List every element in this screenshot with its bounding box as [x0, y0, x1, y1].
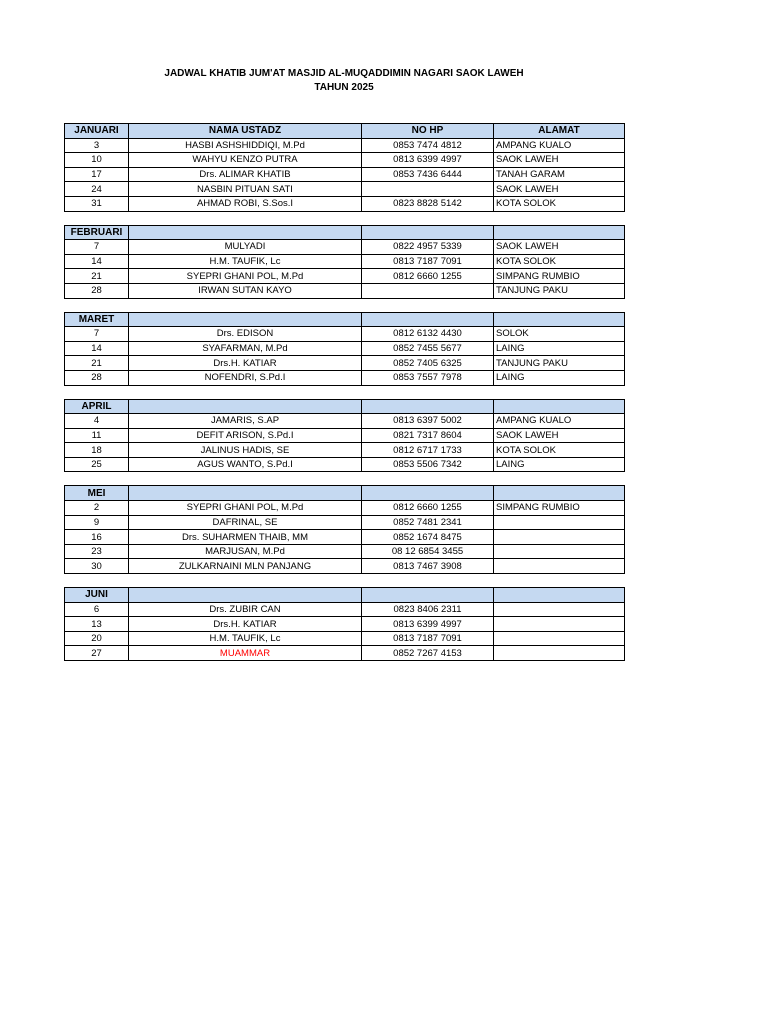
address-cell: KOTA SOLOK	[494, 196, 625, 211]
ustadz-name-cell: MUAMMAR	[129, 646, 362, 661]
date-cell: 6	[65, 602, 129, 617]
phone-cell: 0853 5506 7342	[362, 457, 494, 472]
date-cell: 7	[65, 240, 129, 255]
phone-cell: 0852 7405 6325	[362, 356, 494, 371]
ustadz-name-cell: SYAFARMAN, M.Pd	[129, 341, 362, 356]
ustadz-name-cell: HASBI ASHSHIDDIQI, M.Pd	[129, 138, 362, 153]
column-header-address	[494, 312, 625, 327]
date-cell: 25	[65, 457, 129, 472]
column-header-phone	[362, 399, 494, 414]
table-row	[65, 530, 625, 545]
address-cell: SOLOK	[494, 327, 625, 342]
block-spacer	[64, 386, 624, 399]
table-row	[65, 254, 625, 269]
address-cell: KOTA SOLOK	[494, 254, 625, 269]
table-row	[65, 138, 625, 153]
date-cell: 27	[65, 646, 129, 661]
date-cell: 28	[65, 283, 129, 298]
date-cell: 11	[65, 428, 129, 443]
month-block-juni	[64, 587, 625, 661]
phone-cell: 0852 7455 5677	[362, 341, 494, 356]
table-row	[65, 414, 625, 429]
month-label: FEBRUARI	[65, 225, 129, 240]
ustadz-name-cell: AGUS WANTO, S.Pd.I	[129, 457, 362, 472]
ustadz-name-cell: JALINUS HADIS, SE	[129, 443, 362, 458]
column-header-phone	[362, 486, 494, 501]
column-header-address	[494, 588, 625, 603]
column-header-name	[129, 312, 362, 327]
ustadz-name-cell: NOFENDRI, S.Pd.I	[129, 370, 362, 385]
phone-cell	[362, 182, 494, 197]
phone-cell: 0812 6717 1733	[362, 443, 494, 458]
date-cell: 2	[65, 501, 129, 516]
block-spacer	[64, 212, 624, 225]
column-header-name	[129, 486, 362, 501]
table-row	[65, 182, 625, 197]
date-cell: 21	[65, 356, 129, 371]
table-row	[65, 631, 625, 646]
column-header-address	[494, 225, 625, 240]
table-row	[65, 646, 625, 661]
ustadz-name-cell: NASBIN PITUAN SATI	[129, 182, 362, 197]
phone-cell: 0823 8406 2311	[362, 602, 494, 617]
date-cell: 7	[65, 327, 129, 342]
month-block-januari	[64, 123, 625, 212]
month-label: MEI	[65, 486, 129, 501]
table-row	[65, 269, 625, 284]
ustadz-name-cell: H.M. TAUFIK, Lc	[129, 254, 362, 269]
phone-cell: 0852 1674 8475	[362, 530, 494, 545]
month-header-row	[65, 486, 625, 501]
date-cell: 14	[65, 341, 129, 356]
address-cell: SIMPANG RUMBIO	[494, 269, 625, 284]
table-row	[65, 559, 625, 574]
month-header-row	[65, 225, 625, 240]
table-row	[65, 544, 625, 559]
month-block-februari	[64, 225, 625, 299]
column-header-name: NAMA USTADZ	[129, 124, 362, 139]
ustadz-name-cell: MARJUSAN, M.Pd	[129, 544, 362, 559]
table-row	[65, 515, 625, 530]
table-row	[65, 153, 625, 168]
month-header-row	[65, 399, 625, 414]
column-header-phone	[362, 225, 494, 240]
month-label: APRIL	[65, 399, 129, 414]
phone-cell: 0853 7436 6444	[362, 167, 494, 182]
month-label: JUNI	[65, 588, 129, 603]
phone-cell: 0813 7467 3908	[362, 559, 494, 574]
table-row	[65, 443, 625, 458]
table-row	[65, 457, 625, 472]
date-cell: 16	[65, 530, 129, 545]
address-cell: LAING	[494, 341, 625, 356]
table-row	[65, 356, 625, 371]
column-header-name	[129, 225, 362, 240]
ustadz-name-cell: SYEPRI GHANI POL, M.Pd	[129, 269, 362, 284]
address-cell: TANJUNG PAKU	[494, 283, 625, 298]
phone-cell: 0822 4957 5339	[362, 240, 494, 255]
block-spacer	[64, 472, 624, 485]
column-header-phone: NO HP	[362, 124, 494, 139]
address-cell: LAING	[494, 457, 625, 472]
ustadz-name-cell: SYEPRI GHANI POL, M.Pd	[129, 501, 362, 516]
column-header-name	[129, 588, 362, 603]
date-cell: 21	[65, 269, 129, 284]
document-title: JADWAL KHATIB JUM'AT MASJID AL-MUQADDIMIN NAGARI SAOK LAWEH	[164, 68, 524, 79]
month-header-row	[65, 312, 625, 327]
address-cell: SAOK LAWEH	[494, 428, 625, 443]
address-cell: SAOK LAWEH	[494, 153, 625, 168]
phone-cell: 0823 8828 5142	[362, 196, 494, 211]
ustadz-name-cell: AHMAD ROBI, S.Sos.I	[129, 196, 362, 211]
ustadz-name-cell: Drs. EDISON	[129, 327, 362, 342]
date-cell: 23	[65, 544, 129, 559]
date-cell: 28	[65, 370, 129, 385]
ustadz-name-cell: Drs.H. KATIAR	[129, 356, 362, 371]
date-cell: 14	[65, 254, 129, 269]
phone-cell: 0852 7267 4153	[362, 646, 494, 661]
phone-cell: 0853 7557 7978	[362, 370, 494, 385]
address-cell: TANJUNG PAKU	[494, 356, 625, 371]
address-cell: AMPANG KUALO	[494, 138, 625, 153]
month-block-mei	[64, 485, 625, 574]
address-cell	[494, 530, 625, 545]
block-spacer	[64, 574, 624, 587]
ustadz-name-cell: ZULKARNAINI MLN PANJANG	[129, 559, 362, 574]
column-header-address	[494, 486, 625, 501]
address-cell: LAING	[494, 370, 625, 385]
ustadz-name-cell: MULYADI	[129, 240, 362, 255]
address-cell: SAOK LAWEH	[494, 182, 625, 197]
phone-cell: 0812 6132 4430	[362, 327, 494, 342]
phone-cell: 0813 6399 4997	[362, 153, 494, 168]
document-year: TAHUN 2025	[314, 82, 374, 93]
ustadz-name-cell: DEFIT ARISON, S.Pd.I	[129, 428, 362, 443]
address-cell: SAOK LAWEH	[494, 240, 625, 255]
address-cell	[494, 559, 625, 574]
month-block-april	[64, 399, 625, 473]
address-cell: SIMPANG RUMBIO	[494, 501, 625, 516]
phone-cell: 08 12 6854 3455	[362, 544, 494, 559]
phone-cell: 0812 6660 1255	[362, 269, 494, 284]
table-row	[65, 617, 625, 632]
table-row	[65, 283, 625, 298]
block-spacer	[64, 299, 624, 312]
table-row	[65, 196, 625, 211]
address-cell: AMPANG KUALO	[494, 414, 625, 429]
ustadz-name-cell: Drs. SUHARMEN THAIB, MM	[129, 530, 362, 545]
phone-cell: 0813 6397 5002	[362, 414, 494, 429]
address-cell: KOTA SOLOK	[494, 443, 625, 458]
ustadz-name-cell: Drs.H. KATIAR	[129, 617, 362, 632]
column-header-address: ALAMAT	[494, 124, 625, 139]
date-cell: 3	[65, 138, 129, 153]
table-row	[65, 327, 625, 342]
table-row	[65, 167, 625, 182]
table-row	[65, 240, 625, 255]
month-block-maret	[64, 312, 625, 386]
address-cell	[494, 646, 625, 661]
month-label: MARET	[65, 312, 129, 327]
address-cell	[494, 602, 625, 617]
phone-cell: 0813 6399 4997	[362, 617, 494, 632]
column-header-phone	[362, 588, 494, 603]
column-header-name	[129, 399, 362, 414]
address-cell	[494, 631, 625, 646]
phone-cell: 0821 7317 8604	[362, 428, 494, 443]
date-cell: 20	[65, 631, 129, 646]
month-header-row	[65, 588, 625, 603]
address-cell: TANAH GARAM	[494, 167, 625, 182]
column-header-address	[494, 399, 625, 414]
month-header-row	[65, 124, 625, 139]
phone-cell	[362, 283, 494, 298]
ustadz-name-cell: Drs. ALIMAR KHATIB	[129, 167, 362, 182]
date-cell: 10	[65, 153, 129, 168]
phone-cell: 0812 6660 1255	[362, 501, 494, 516]
phone-cell: 0813 7187 7091	[362, 254, 494, 269]
ustadz-name-cell: Drs. ZUBIR CAN	[129, 602, 362, 617]
date-cell: 31	[65, 196, 129, 211]
date-cell: 4	[65, 414, 129, 429]
ustadz-name-cell: IRWAN SUTAN KAYO	[129, 283, 362, 298]
phone-cell: 0852 7481 2341	[362, 515, 494, 530]
month-label: JANUARI	[65, 124, 129, 139]
table-row	[65, 341, 625, 356]
address-cell	[494, 544, 625, 559]
address-cell	[494, 515, 625, 530]
date-cell: 18	[65, 443, 129, 458]
table-row	[65, 428, 625, 443]
address-cell	[494, 617, 625, 632]
date-cell: 9	[65, 515, 129, 530]
table-row	[65, 501, 625, 516]
date-cell: 24	[65, 182, 129, 197]
table-row	[65, 602, 625, 617]
column-header-phone	[362, 312, 494, 327]
schedule-table	[64, 123, 624, 661]
ustadz-name-cell: WAHYU KENZO PUTRA	[129, 153, 362, 168]
date-cell: 17	[65, 167, 129, 182]
date-cell: 30	[65, 559, 129, 574]
ustadz-name-cell: JAMARIS, S.AP	[129, 414, 362, 429]
ustadz-name-cell: DAFRINAL, SE	[129, 515, 362, 530]
ustadz-name-cell: H.M. TAUFIK, Lc	[129, 631, 362, 646]
date-cell: 13	[65, 617, 129, 632]
table-row	[65, 370, 625, 385]
phone-cell: 0853 7474 4812	[362, 138, 494, 153]
phone-cell: 0813 7187 7091	[362, 631, 494, 646]
